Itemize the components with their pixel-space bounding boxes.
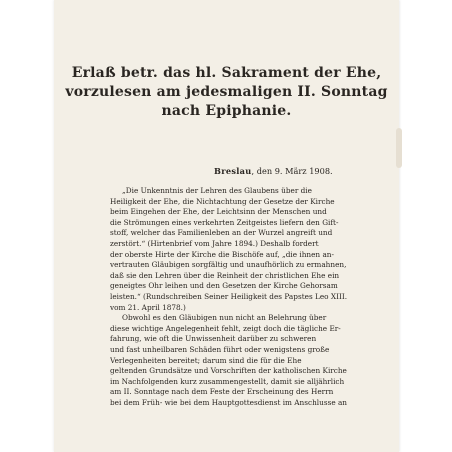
dateline-city: Breslau (214, 166, 252, 176)
body-line: der oberste Hirte der Kirche die Bischöfe auf, „die ihnen an- (110, 249, 334, 259)
body-line: „Die Unkenntnis der Lehren des Glaubens über die (122, 186, 312, 195)
body-line: vertrauten Gläubigen sorgfältig und unaufhörlich zu ermahnen, (110, 260, 347, 270)
body-line: diese wichtige Angelegenheit fehlt, zeigt doch die tägliche Er- (110, 323, 341, 333)
body-line: bei dem Früh- wie bei dem Hauptgottesdienst im Anschlusse an (110, 397, 348, 407)
body-line: geltenden Grundsätze und Vorschriften der katholischen Kirche (110, 366, 347, 376)
title-line-3: nach Epiphanie. (161, 103, 292, 119)
document-title (54, 64, 399, 121)
body-line: Verlegenheiten bereitet; darum sind die für die Ehe (110, 355, 302, 365)
body-line: vom 21. April 1878.) (110, 302, 186, 312)
body-line: fahrung, wie oft die Unwissenheit darüber zu schweren (110, 334, 317, 344)
dateline-date: , den 9. März 1908. (251, 166, 333, 176)
body-line: beim Eingehen der Ehe, der Leichtsinn der Menschen und (110, 207, 327, 217)
title-line-1: Erlaß betr. das hl. Sakrament der Ehe, (71, 65, 382, 81)
body-line: zerstört.“ (Hirtenbrief vom Jahre 1894.) Deshalb fordert (110, 238, 319, 248)
body-line: am II. Sonntage nach dem Feste der Erscheinung des Herrn (110, 387, 334, 397)
body-line: Obwohl es den Gläubigen nun nicht an Belehrung über (122, 313, 327, 323)
body-line: leisten.“ (Rundschreiben Seiner Heiligkeit des Papstes Leo XIII. (110, 291, 348, 301)
body-line: im Nachfolgenden kurz zusammengestellt, damit sie alljährlich (110, 376, 345, 386)
body-line: die Strömungen eines verkehrten Zeitgeistes liefern den Gift- (110, 217, 339, 227)
document-page (54, 0, 399, 452)
body-line: Heiligkeit der Ehe, die Nichtachtung der Gesetze der Kirche (110, 196, 335, 206)
body-line: daß sie den Lehren über die Reinheit der christlichen Ehe ein (110, 270, 340, 280)
body-line: geneigtes Ohr leihen und den Gesetzen der Kirche Gehorsam (110, 281, 338, 291)
title-line-2: vorzulesen am jedesmaligen II. Sonntag (65, 84, 388, 100)
body-line: und fast unheilbaren Schäden führt oder wenigstens große (110, 344, 330, 354)
paper-edge-stain (396, 128, 402, 168)
body-line: stoff, welcher das Familienleben an der Wurzel angreift und (110, 228, 333, 238)
dateline (214, 166, 333, 176)
document-body (110, 186, 390, 408)
